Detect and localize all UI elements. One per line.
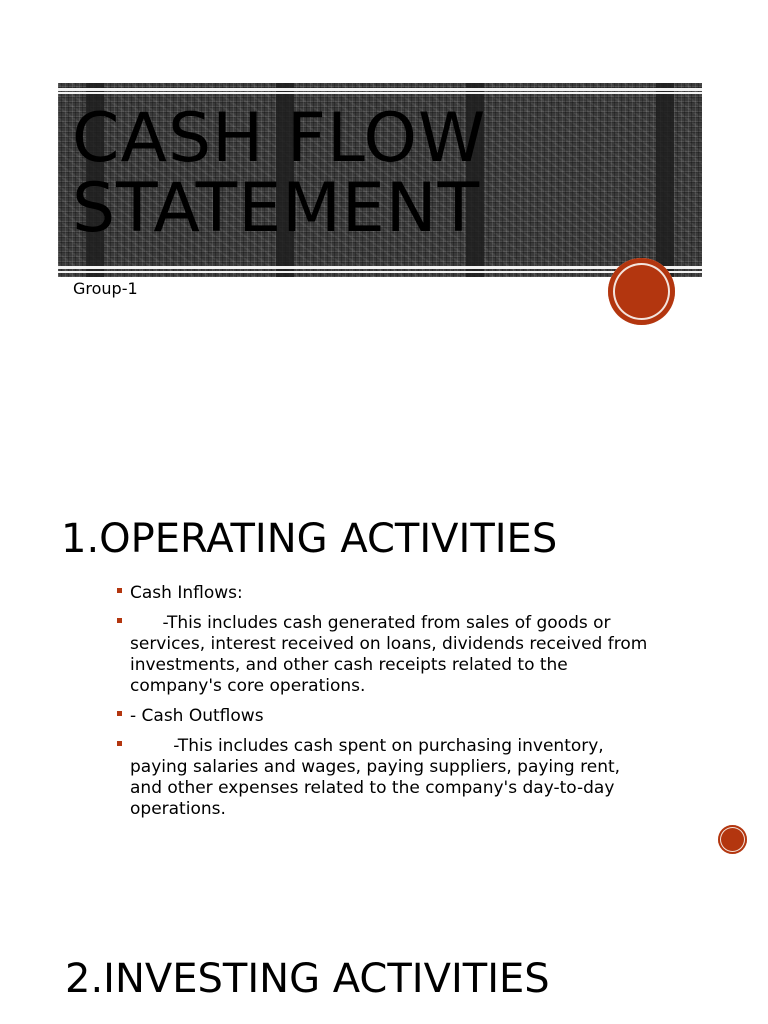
bullet-text: - Cash Outflows bbox=[130, 706, 264, 726]
bullet-icon bbox=[117, 741, 122, 746]
bullet-item bbox=[116, 736, 656, 820]
bullet-icon bbox=[117, 711, 122, 716]
decorative-circle-icon bbox=[608, 258, 675, 325]
bullet-item bbox=[116, 706, 656, 727]
bullet-list bbox=[116, 583, 656, 829]
slide-subtitle: Group-1 bbox=[73, 279, 138, 298]
banner-rule bbox=[58, 88, 702, 91]
bullet-icon bbox=[117, 618, 122, 623]
bullet-text: -This includes cash spent on purchasing inventory, paying salaries and wages, paying suppliers, paying rent, and other expenses related to the company's day-to-day operations. bbox=[130, 736, 626, 819]
decorative-circle-icon bbox=[718, 825, 747, 854]
bullet-item bbox=[116, 583, 656, 604]
bullet-text: -This includes cash generated from sales of goods or services, interest received on loans, dividends received from investments, and other cash receipts related to the company's core operations. bbox=[130, 613, 653, 696]
section-heading-investing: 2.INVESTING ACTIVITIES bbox=[65, 956, 550, 1002]
title-line-1: CASH FLOW bbox=[72, 99, 487, 178]
banner-rule bbox=[58, 271, 702, 273]
banner-rule bbox=[58, 266, 702, 269]
bullet-icon bbox=[117, 588, 122, 593]
bullet-text: Cash Inflows: bbox=[130, 583, 243, 603]
bullet-item bbox=[116, 613, 656, 697]
title-line-2: STATEMENT bbox=[72, 169, 481, 248]
slide-title bbox=[72, 99, 487, 248]
banner-rule bbox=[58, 92, 702, 94]
section-heading-operating: 1.OPERATING ACTIVITIES bbox=[61, 516, 558, 562]
